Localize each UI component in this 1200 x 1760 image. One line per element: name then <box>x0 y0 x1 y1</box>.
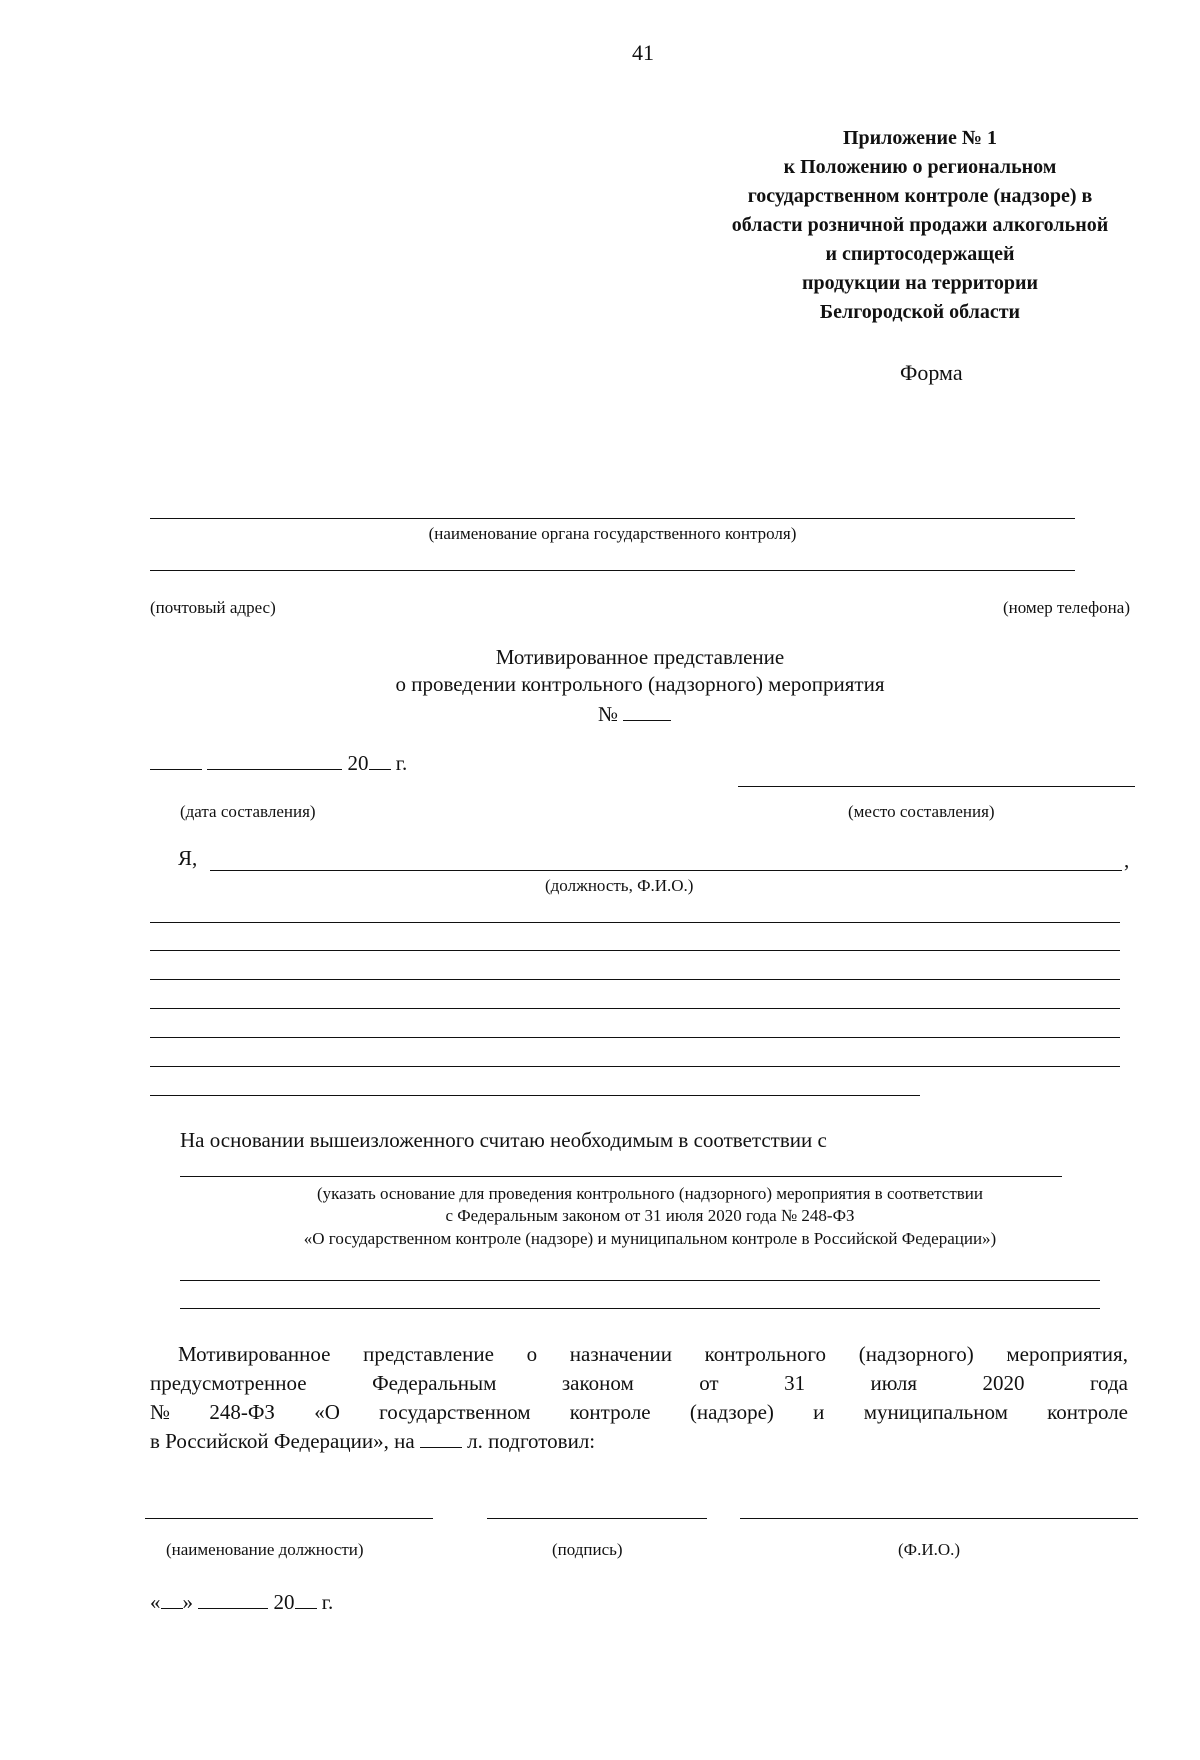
sheet-count-field[interactable] <box>420 1429 462 1448</box>
line4-end: л. подготовил: <box>467 1429 596 1453</box>
basis-caption-3: «О государственном контроле (надзоре) и муниципальном контроле в Российской Федерации») <box>303 1229 997 1248</box>
sign-signature-caption: (подпись) <box>552 1540 623 1559</box>
authority-name-line[interactable] <box>150 518 1075 519</box>
authority-caption: (наименование органа государственного контроля) <box>428 524 797 543</box>
sign-position-line[interactable] <box>145 1518 433 1519</box>
sign-year-label: 20 <box>273 1590 295 1614</box>
appendix-line: продукции на территории <box>801 272 1038 294</box>
place-made-line[interactable] <box>738 786 1135 787</box>
trailing-comma: , <box>1124 848 1130 872</box>
page-number: 41 <box>632 40 654 65</box>
conclusion-text: На основании вышеизложенного считаю необходимым в соответствии с <box>180 1128 827 1152</box>
final-paragraph-line <box>150 1369 1128 1398</box>
date-month-field[interactable] <box>207 751 342 770</box>
final-paragraph-line <box>150 1340 1128 1369</box>
text-line[interactable] <box>150 1008 1120 1009</box>
place-made-caption: (место составления) <box>848 802 995 821</box>
sign-date-suffix: г. <box>321 1590 334 1614</box>
text-line[interactable] <box>150 922 1120 923</box>
word: года <box>1089 1371 1128 1395</box>
open-quote: « <box>150 1590 161 1614</box>
document-subtitle: о проведении контрольного (надзорного) мероприятия <box>395 672 885 696</box>
word: о <box>526 1342 538 1366</box>
position-fio-line[interactable] <box>210 870 1122 871</box>
sign-fio-line[interactable] <box>740 1518 1138 1519</box>
word: мероприятия, <box>1006 1342 1128 1366</box>
document-number-field[interactable] <box>623 702 671 721</box>
appendix-line: государственном контроле (надзоре) в <box>747 185 1093 207</box>
word: контроле <box>569 1400 651 1424</box>
word: Мотивированное <box>178 1342 331 1366</box>
word: № <box>150 1400 171 1424</box>
sign-position-caption: (наименование должности) <box>166 1540 364 1559</box>
final-paragraph-line <box>150 1398 1128 1427</box>
date-year-field[interactable] <box>369 751 391 770</box>
basis-caption-1: (указать основание для проведения контрольного (надзорного) мероприятия в соответствии <box>317 1184 983 1203</box>
date-made-caption: (дата составления) <box>180 802 316 821</box>
word: предусмотренное <box>150 1371 307 1395</box>
position-fio-caption: (должность, Ф.И.О.) <box>545 876 694 895</box>
word: законом <box>561 1371 634 1395</box>
appendix-line: области розничной продажи алкогольной <box>731 214 1109 236</box>
word: контроле <box>1047 1400 1128 1424</box>
word: Федеральным <box>372 1371 497 1395</box>
text-line[interactable] <box>150 1037 1120 1038</box>
sign-day-field[interactable] <box>161 1590 183 1609</box>
appendix-header <box>690 124 1150 327</box>
word: представление <box>363 1342 494 1366</box>
sign-fio-caption: (Ф.И.О.) <box>898 1540 961 1559</box>
appendix-line: и спиртосодержащей <box>825 243 1015 265</box>
basis-extra-line[interactable] <box>180 1280 1100 1281</box>
document-number <box>598 702 671 727</box>
word: государственном <box>379 1400 531 1424</box>
word: назначении <box>569 1342 672 1366</box>
appendix-line: Белгородской области <box>819 301 1021 323</box>
word: муниципальном <box>863 1400 1008 1424</box>
phone-caption: (номер телефона) <box>1002 598 1130 617</box>
word: «О <box>314 1400 340 1424</box>
appendix-line: к Положению о региональном <box>783 156 1057 178</box>
final-paragraph <box>150 1340 1128 1456</box>
date-suffix: г. <box>395 751 408 775</box>
date-field <box>150 751 407 776</box>
postal-address-line[interactable] <box>150 570 1075 571</box>
text-line[interactable] <box>150 950 1120 951</box>
sign-date <box>150 1590 333 1615</box>
text-line[interactable] <box>150 979 1120 980</box>
word: 31 <box>784 1371 806 1395</box>
word: (надзорного) <box>858 1342 974 1366</box>
number-sign: № <box>598 702 619 726</box>
document-title: Мотивированное представление <box>495 645 785 669</box>
basis-extra-line[interactable] <box>180 1308 1100 1309</box>
word: от <box>699 1371 719 1395</box>
word: 248-ФЗ <box>209 1400 275 1424</box>
basis-caption-2: с Федеральным законом от 31 июля 2020 года № 248-ФЗ <box>445 1206 855 1225</box>
form-label: Форма <box>900 360 963 385</box>
word: (надзоре) <box>689 1400 774 1424</box>
word: и <box>813 1400 825 1424</box>
sign-month-field[interactable] <box>198 1590 268 1609</box>
line4-start: в Российской Федерации», на <box>150 1429 415 1453</box>
word: июля <box>870 1371 918 1395</box>
basis-line[interactable] <box>180 1176 1062 1177</box>
sign-signature-line[interactable] <box>487 1518 707 1519</box>
sign-year-field[interactable] <box>295 1590 317 1609</box>
word: контрольного <box>704 1342 827 1366</box>
close-quote: » <box>182 1590 193 1614</box>
text-line[interactable] <box>150 1095 920 1096</box>
word: 2020 <box>982 1371 1025 1395</box>
i-label: Я, <box>178 846 198 870</box>
final-paragraph-line <box>150 1427 1128 1456</box>
date-day-field[interactable] <box>150 751 202 770</box>
text-line[interactable] <box>150 1066 1120 1067</box>
date-year-label: 20 <box>347 751 369 775</box>
postal-caption: (почтовый адрес) <box>150 598 276 617</box>
appendix-line: Приложение № 1 <box>842 127 998 149</box>
